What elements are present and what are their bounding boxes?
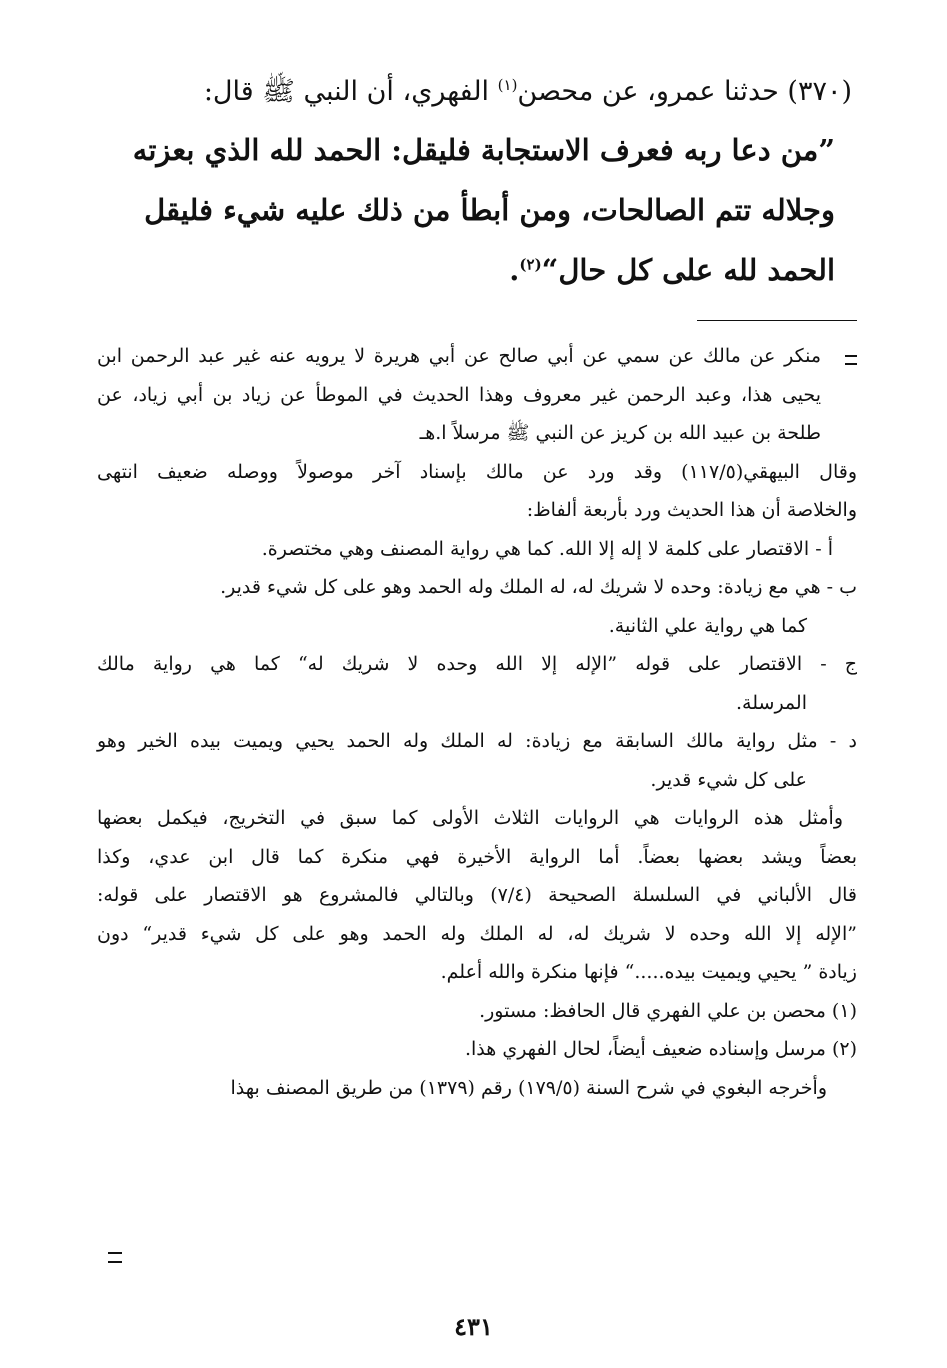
note-line: والخلاصة أن هذا الحديث ورد بأربعة ألفاظ: [526, 499, 857, 521]
hadith-body [115, 120, 835, 300]
hadith-line: وجلاله تتم الصالحات، ومن أبطأ من ذلك عليه شيء فليقل [144, 193, 835, 227]
note-line: قال الألباني في السلسلة الصحيحة (٧/٤) وبالتالي فالمشروع هو الاقتصار على قوله: [97, 884, 858, 906]
hadith-intro [92, 72, 852, 112]
note-line: منكر عن مالك عن سمي عن أبي صالح عن أبي هريرة لا يرويه عنه غير عبد الرحمن ابن [97, 345, 821, 367]
note-line: ج - الاقتصار على قوله ”الإله إلا الله وحده لا شريك له“ كما هي رواية مالك [97, 653, 857, 675]
note-line: وأخرجه البغوي في شرح السنة (١٧٩/٥) رقم (١٣٧٩) من طريق المصنف بهذا [230, 1076, 827, 1099]
continuation-marker-bottom [108, 1252, 122, 1263]
note-line: ب - هي مع زيادة: وحده لا شريك له، له الملك وله الحمد وهو على كل شيء قدير. [220, 576, 857, 598]
note-line: بعضاً ويشد بعضها بعضاً. أما الرواية الأخيرة فهي منكرة كما قال ابن عدي، وكذا [97, 845, 857, 868]
footnote-1: (١) محصن بن علي الفهري قال الحافظ: مستور. [479, 999, 857, 1022]
note-line: أ - الاقتصار على كلمة لا إله إلا الله. كما هي رواية المصنف وهي مختصرة. [261, 537, 833, 560]
hadith-end-dot: . [509, 253, 520, 287]
page-number: ٤٣١ [454, 1312, 493, 1341]
note-line: كما هي رواية علي الثانية. [608, 614, 807, 637]
note-line: طلحة بن عبيد الله بن كريز عن النبي ﷺ مرسلاً ا.هـ [419, 422, 821, 444]
hadith-intro-text: (٣٧٠) حدثنا عمرو، عن محصن [517, 76, 852, 107]
hadith-intro-rest: الفهري، أن النبي ﷺ قال: [203, 76, 498, 107]
note-line: على كل شيء قدير. [650, 768, 807, 791]
note-line: ”الإله إلا الله وحده لا شريك له، له الملك وله الحمد وهو على كل شيء قدير“ دون [97, 922, 857, 945]
hadith-line-text: الحمد لله على كل حال“ [541, 253, 835, 287]
footnote-2: (٢) مرسل وإسناده ضعيف أيضاً، لحال الفهري هذا. [464, 1038, 857, 1060]
note-line: وقال البيهقي(١١٧/٥) وقد ورد عن مالك بإسناد آخر موصولاً ووصله ضعيف انتهى [97, 460, 857, 483]
note-line: زيادة ” يحيي ويميت بيده.....“ فإنها منكرة والله أعلم. [440, 961, 857, 983]
note-line: د - مثل رواية مالك السابقة مع زيادة: له الملك وله الحمد يحيي ويميت بيده الخير وهو [97, 730, 857, 752]
footnote-ref-2[interactable]: (٢) [519, 255, 542, 274]
note-line: وأمثل هذه الروايات هي الروايات الثلاث الأولى كما سبق في التخريج، فيكمل بعضها [97, 807, 843, 829]
note-line: المرسلة. [736, 691, 807, 714]
hadith-line-last [115, 240, 835, 300]
note-line: يحيى هذا، وعبد الرحمن غير معروف وهذا الحديث في الموطأ عن زياد بن أبي زياد، عن [97, 383, 821, 406]
footnotes [97, 337, 857, 1107]
footnote-separator [697, 320, 857, 321]
footnote-ref-1[interactable]: (١) [497, 76, 518, 94]
hadith-line: ”من دعا ربه فعرف الاستجابة فليقل: الحمد لله الذي بعزته [132, 133, 835, 167]
